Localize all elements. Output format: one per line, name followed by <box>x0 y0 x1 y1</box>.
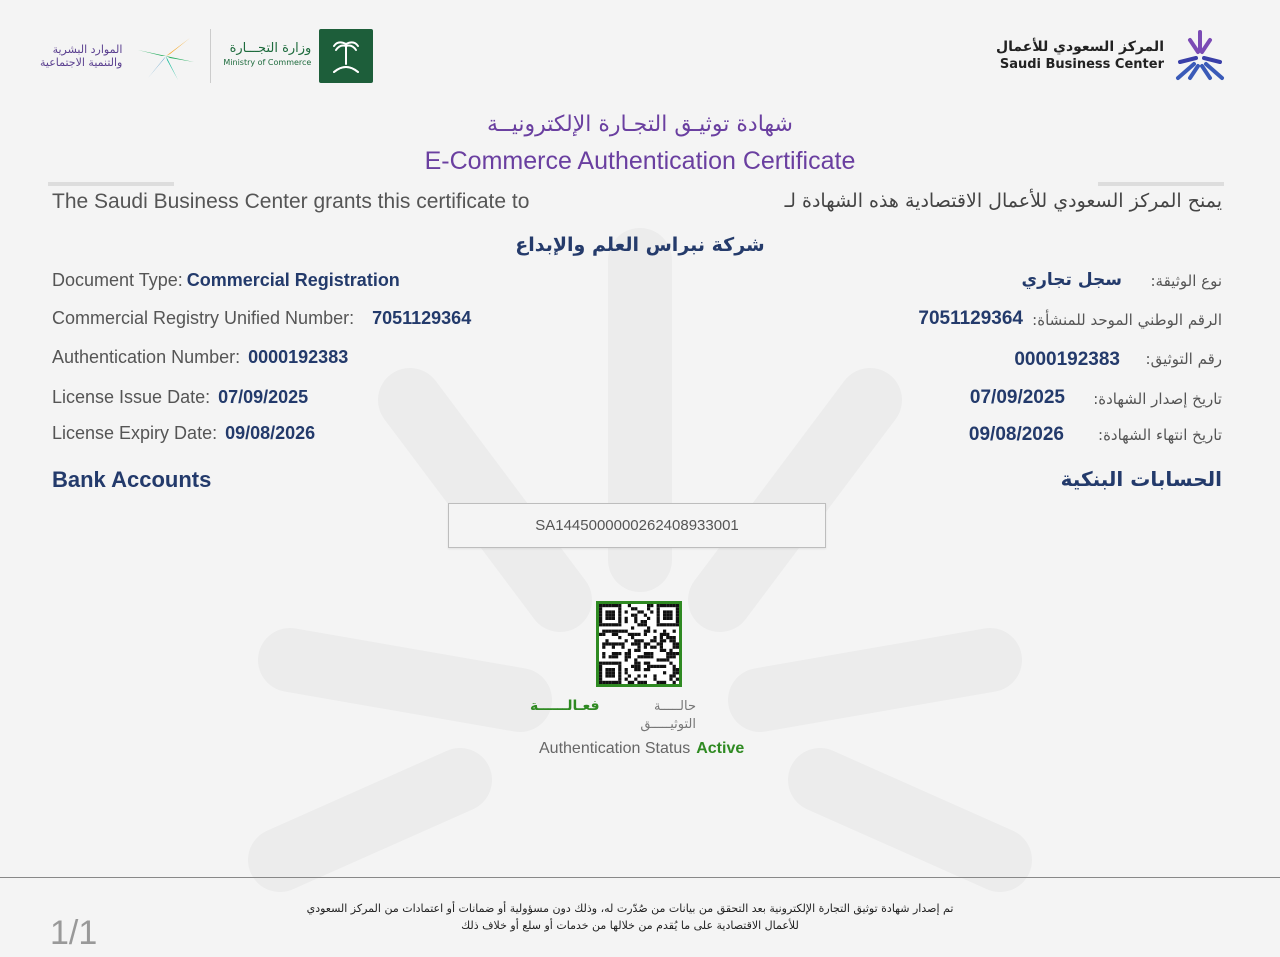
status-row-en <box>539 740 744 758</box>
expiry-date-value-ar: 09/08/2026 <box>968 424 1064 445</box>
moc-name-en: Ministry of Commerce <box>223 58 312 67</box>
expiry-date-label-ar: تاريخ انتهاء الشهادة: <box>1098 426 1222 444</box>
divider-right <box>1098 182 1224 186</box>
expiry-date-value: 09/08/2026 <box>225 423 316 443</box>
page-number: 1/1 <box>50 914 98 952</box>
auth-number-value-ar: 0000192383 <box>1014 349 1120 370</box>
doc-type-row-en <box>52 270 400 291</box>
hr-ministry-name-line1: الموارد البشرية <box>52 43 123 56</box>
qr-code-icon <box>599 604 679 684</box>
ministry-logos <box>40 28 373 84</box>
auth-number-label-ar: رقم التوثيق: <box>1145 350 1222 368</box>
status-label-en: Authentication Status <box>539 740 691 757</box>
auth-number-row-en <box>52 347 348 368</box>
cr-number-label: Commercial Registry Unified Number: <box>52 308 355 328</box>
status-label-ar: حالـــــة التوثيـــــق <box>640 699 696 732</box>
issue-date-value-ar: 07/09/2025 <box>969 387 1065 408</box>
certificate-title-ar: شهادة توثيـق التجـارة الإلكترونيــة <box>487 112 793 137</box>
footer-disclaimer: تم إصدار شهادة توثيق التجارة الإلكترونية بعد التحقق من بيانات من صُدّرت له، وذلك دون مسؤولية أو ضمانات أو اعتمادات من المركز السعودي للأعمال الاقتصادية على ما يُقدم من خلالها من خدمات أو سلع أو خلاف ذلك <box>306 902 954 932</box>
issue-date-label: License Issue Date: <box>52 387 211 407</box>
expiry-date-row-en <box>52 423 315 444</box>
status-value-en: Active <box>696 740 745 757</box>
bank-accounts-title-en: Bank Accounts <box>52 467 212 492</box>
status-value-ar: فعـالــــــة <box>530 698 600 714</box>
hr-ministry-logo <box>40 43 122 69</box>
footer-divider <box>0 877 1280 878</box>
expiry-date-label: License Expiry Date: <box>52 423 218 443</box>
issue-date-row-en <box>52 387 308 408</box>
qr-code[interactable] <box>596 601 682 687</box>
moc-logo <box>210 29 373 83</box>
sbc-name-en: Saudi Business Center <box>999 57 1164 72</box>
bank-accounts-title-ar: الحسابات البنكية <box>1060 467 1222 491</box>
grants-text-ar: يمنح المركز السعودي للأعمال الاقتصادية هذه الشهادة لـ <box>784 190 1222 212</box>
issue-date-label-ar: تاريخ إصدار الشهادة: <box>1093 390 1222 408</box>
divider-left <box>48 182 174 186</box>
cr-number-value: 7051129364 <box>372 308 472 328</box>
auth-number-label: Authentication Number: <box>52 347 241 367</box>
doc-type-value-ar: سجل تجاري <box>1021 270 1122 290</box>
hr-ministry-emblem-icon <box>134 28 198 84</box>
moc-name-ar: وزارة التجـــارة <box>229 41 312 56</box>
saudi-emblem-icon <box>319 29 373 83</box>
doc-type-value: Commercial Registration <box>186 270 400 290</box>
cr-number-value-ar: 7051129364 <box>918 308 1023 329</box>
cr-number-label-ar: الرقم الوطني الموحد للمنشأة: <box>1032 311 1222 329</box>
auth-number-value: 0000192383 <box>248 347 349 367</box>
company-name: شركة نبراس العلم والإبداع <box>515 234 765 256</box>
cr-number-row-en <box>52 308 471 329</box>
sbc-emblem-icon <box>1172 28 1228 84</box>
grants-text-en: The Saudi Business Center grants this certificate to <box>52 190 530 213</box>
doc-type-label-ar: نوع الوثيقة: <box>1150 272 1222 290</box>
issue-date-value: 07/09/2025 <box>218 387 309 407</box>
sbc-logo <box>996 28 1228 84</box>
hr-ministry-name-line2: والتنمية الاجتماعية <box>40 56 123 69</box>
doc-type-label: Document Type: <box>52 270 183 290</box>
sbc-name-ar: المركز السعودي للأعمال <box>996 39 1164 55</box>
iban-field: SA1445000000262408933001 <box>448 503 826 548</box>
certificate-title-en: E-Commerce Authentication Certificate <box>424 147 856 175</box>
